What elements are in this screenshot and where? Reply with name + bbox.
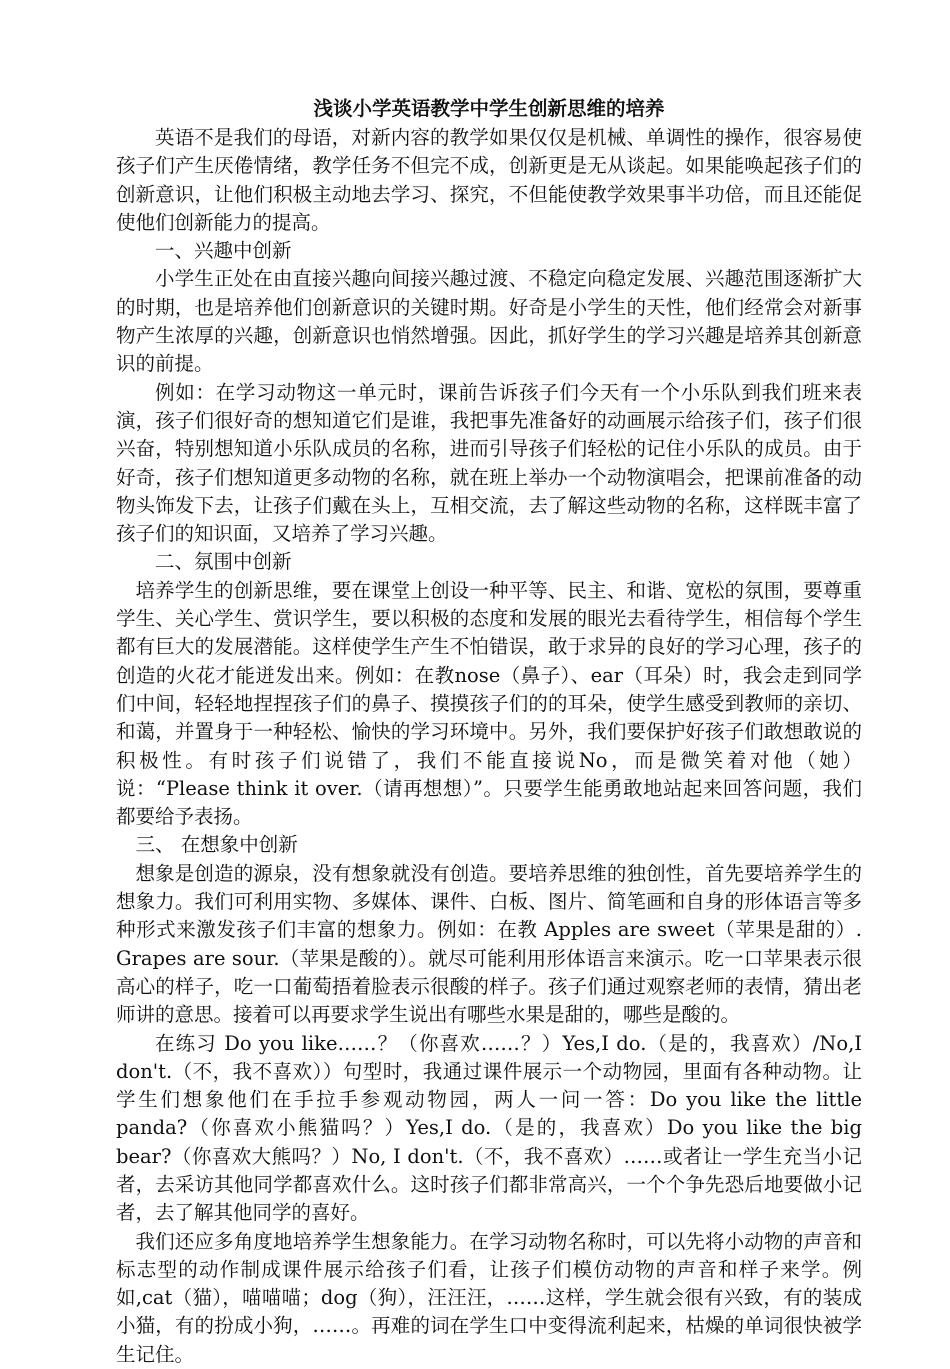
intro-paragraph: 英语不是我们的母语，对新内容的教学如果仅仅是机械、单调性的操作，很容易使孩子们产生厌倦情绪，教学任务不但完不成，创新更是无从谈起。如果能唤起孩子们的创新意识，让他们积极主动地去学习、探究，不但能使教学效果事半功倍，而且还能促使他们创新能力的提高。 [116, 126, 862, 234]
section-3-paragraph-1: 想象是创造的源泉，没有想象就没有创造。要培养思维的独创性，首先要培养学生的想象力。我们可利用实物、多媒体、课件、白板、图片、简笔画和自身的形体语言等多种形式来激发孩子们丰富的想象力。例如：在教 Apples are sweet（苹果是甜的）. Grapes are sour.（苹果是酸的）。就尽可能利用形体语言来演示。吃一口苹果表示很高心的样子，吃一口葡萄捂着脸表示很酸的样子。孩子们通过观察老师的表情，猜出老师讲的意思。接着可以再要求学生说出有哪些水果是甜的，哪些是酸的。 [116, 861, 862, 1027]
section-heading-3: 三、 在想象中创新 [135, 833, 298, 857]
document-title: 浅谈小学英语教学中学生创新思维的培养 [313, 97, 665, 120]
section-3-paragraph-2: 在练习 Do you like……？（你喜欢……？）Yes,I do.（是的，我喜欢）/No,I don't.（不，我不喜欢））句型时，我通过课件展示一个动物园，里面有各种动物。让学生们想象他们在手拉手参观动物园，两人一问一答：Do you like the little panda?（你喜欢小熊猫吗？）Yes,I do.（是的，我喜欢）Do you like the big bear?（你喜欢大熊吗？）No, I don't.（不，我不喜欢）……或者让一学生充当小记者，去采访其他同学都喜欢什么。这时孩子们都非常高兴，一个个争先恐后地要做小记者，去了解其他同学的喜好。 [116, 1031, 862, 1225]
section-heading-1: 一、兴趣中创新 [155, 239, 292, 263]
section-2-paragraph-1: 培养学生的创新思维，要在课堂上创设一种平等、民主、和谐、宽松的氛围，要尊重学生、关心学生、赏识学生，要以积极的态度和发展的眼光去看待学生，相信每个学生都有巨大的发展潜能。这样使学生产生不怕错误，敢于求异的良好的学习心理，孩子的创造的火花才能迸发出来。例如：在教nose（鼻子）、ear（耳朵）时，我会走到同学们中间，轻轻地捏捏孩子们的鼻子、摸摸孩子们的的耳朵，使学生感受到教师的亲切、和蔼，并置身于一种轻松、愉快的学习环境中。另外，我们要保护好孩子们敢想敢说的积极性。有时孩子们说错了，我们不能直接说No，而是微笑着对他（她）说：“Please think it over.（请再想想）”。只要学生能勇敢地站起来回答问题，我们都要给予表扬。 [116, 578, 862, 829]
document-page [116, 96, 862, 1369]
section-1-paragraph-2: 例如：在学习动物这一单元时，课前告诉孩子们今天有一个小乐队到我们班来表演，孩子们很好奇的想知道它们是谁，我把事先准备好的动画展示给孩子们，孩子们很兴奋，特别想知道小乐队成员的名称，进而引导孩子们轻松的记住小乐队的成员。由于好奇，孩子们想知道更多动物的名称，就在班上举办一个动物演唱会，把课前准备的动物头饰发下去，让孩子们戴在头上，互相交流，去了解这些动物的名称，这样既丰富了孩子们的知识面，又培养了学习兴趣。 [116, 380, 862, 546]
section-1-paragraph-1: 小学生正处在由直接兴趣向间接兴趣过渡、不稳定向稳定发展、兴趣范围逐渐扩大的时期，也是培养他们创新意识的关键时期。好奇是小学生的天性，他们经常会对新事物产生浓厚的兴趣，创新意识也悄然增强。因此，抓好学生的学习兴趣是培养其创新意识的前提。 [116, 267, 862, 376]
section-3-paragraph-3: 我们还应多角度地培养学生想象能力。在学习动物名称时，可以先将小动物的声音和标志型的动作制成课件展示给孩子们看，让孩子们模仿动物的声音和样子来学。例如,cat（猫），喵喵喵；dog（狗），汪汪汪，……这样，学生就会很有兴致，有的装成小猫，有的扮成小狗，……。再难的词在学生口中变得流利起来，枯燥的单词很快被学生记住。 [116, 1229, 862, 1366]
section-heading-2: 二、氛围中创新 [155, 550, 292, 574]
